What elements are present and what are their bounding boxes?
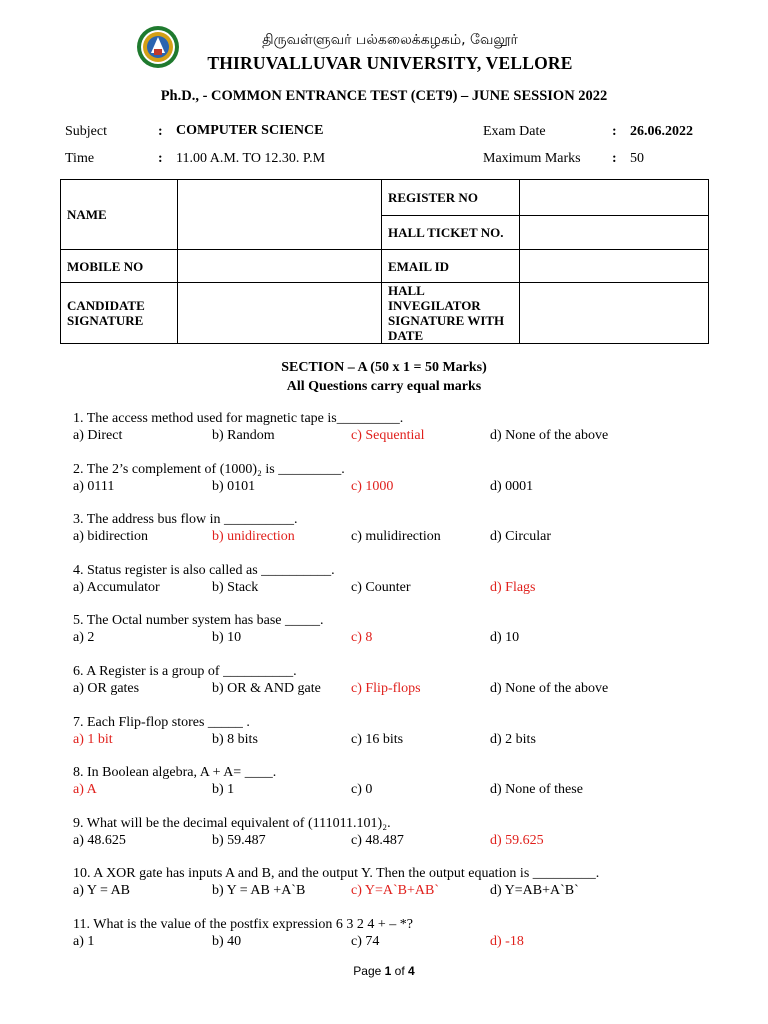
option: d) None of these xyxy=(490,782,583,797)
max-marks-colon: : xyxy=(612,151,617,166)
answer-option: a) A xyxy=(73,782,97,797)
option: d) Y=AB+A`B` xyxy=(490,883,579,898)
section-title: SECTION – A (50 x 1 = 50 Marks) xyxy=(281,360,487,375)
option: b) 10 xyxy=(212,630,242,645)
register-no-field[interactable] xyxy=(520,180,709,216)
option: a) OR gates xyxy=(73,681,140,696)
answer-option: d) Flags xyxy=(490,580,536,595)
option: a) bidirection xyxy=(73,529,149,544)
answer-option: b) unidirection xyxy=(212,529,295,544)
university-seal-logo xyxy=(136,25,180,69)
answer-option: c) Flip-flops xyxy=(351,681,421,696)
answer-option: c) Y=A`B+AB` xyxy=(351,883,439,898)
candidate-signature-label xyxy=(61,283,178,344)
answer-option: c) 8 xyxy=(351,630,373,645)
option: a) 48.625 xyxy=(73,833,126,848)
subject-colon: : xyxy=(158,124,163,139)
question-text: 10. A XOR gate has inputs A and B, and the output Y. Then the output equation is _________. xyxy=(73,866,600,881)
option: a) 1 xyxy=(73,934,95,949)
question-text: 5. The Octal number system has base _____. xyxy=(73,613,324,628)
invigilator-line2: INVEGILATOR xyxy=(387,298,481,313)
email-id-field[interactable] xyxy=(520,250,709,283)
option: b) Y = AB +A`B xyxy=(212,883,306,898)
subject-label: Subject xyxy=(65,124,107,139)
question-text: 1. The access method used for magnetic tape is_________. xyxy=(73,411,404,426)
option: d) None of the above xyxy=(490,428,609,443)
option: a) Direct xyxy=(73,428,123,443)
answer-option: c) Sequential xyxy=(351,428,425,443)
option: b) 0101 xyxy=(212,479,256,494)
question-text: 3. The address bus flow in __________. xyxy=(73,512,298,527)
exam-date-label: Exam Date xyxy=(483,124,546,139)
answer-option: a) 1 bit xyxy=(73,732,113,747)
option: b) Stack xyxy=(212,580,259,595)
option: b) Random xyxy=(212,428,275,443)
candidate-signature-line2: SIGNATURE xyxy=(67,313,144,328)
hall-ticket-label: HALL TICKET NO. xyxy=(381,216,519,250)
email-id-label: EMAIL ID xyxy=(381,250,519,283)
university-name-english: THIRUVALLUVAR UNIVERSITY, VELLORE xyxy=(207,53,573,73)
name-label: NAME xyxy=(61,180,178,250)
candidate-info-table xyxy=(60,179,709,344)
invigilator-line3: SIGNATURE WITH xyxy=(387,313,505,328)
exam-date-colon: : xyxy=(612,124,617,139)
invigilator-line4: DATE xyxy=(387,328,424,343)
invigilator-signature-label xyxy=(381,283,519,344)
max-marks-label: Maximum Marks xyxy=(483,151,581,166)
hall-ticket-field[interactable] xyxy=(520,216,709,250)
page-number: 1 xyxy=(384,964,392,978)
option: c) 74 xyxy=(351,934,380,949)
time-value: 11.00 A.M. TO 12.30. P.M xyxy=(176,151,326,166)
university-name-tamil: திருவள்ளுவர் பல்கலைக்கழகம், வேலூர் xyxy=(262,32,518,48)
section-subtitle: All Questions carry equal marks xyxy=(286,379,482,394)
option: b) 59.487 xyxy=(212,833,266,848)
question-text: 6. A Register is a group of __________. xyxy=(73,664,297,679)
option: d) None of the above xyxy=(490,681,609,696)
option: a) Y = AB xyxy=(73,883,131,898)
question-text: 9. What will be the decimal equivalent of (111011.101)₂. xyxy=(73,816,391,831)
time-label: Time xyxy=(65,151,95,166)
max-marks-value: 50 xyxy=(630,151,644,166)
answer-option: d) 59.625 xyxy=(490,833,544,848)
question-text: 8. In Boolean algebra, A + A= ____. xyxy=(73,765,277,780)
time-colon: : xyxy=(158,151,163,166)
question-text: 11. What is the value of the postfix expression 6 3 2 4 + – *? xyxy=(73,917,413,932)
question-text: 2. The 2’s complement of (1000)₂ is _________. xyxy=(73,462,345,477)
option: c) Counter xyxy=(351,580,411,595)
mobile-no-label: MOBILE NO xyxy=(61,250,178,283)
option: b) OR & AND gate xyxy=(212,681,321,696)
candidate-signature-field[interactable] xyxy=(178,283,382,344)
option: d) Circular xyxy=(490,529,552,544)
option: c) 16 bits xyxy=(351,732,404,747)
option: a) 0111 xyxy=(73,479,115,494)
invigilator-signature-field[interactable] xyxy=(520,283,709,344)
question-text: 4. Status register is also called as __________. xyxy=(73,563,335,578)
register-no-label: REGISTER NO xyxy=(381,180,519,216)
option: a) Accumulator xyxy=(73,580,160,595)
answer-option: d) -18 xyxy=(490,934,524,949)
mobile-no-field[interactable] xyxy=(178,250,382,283)
option: a) 2 xyxy=(73,630,95,645)
option: c) 0 xyxy=(351,782,373,797)
answer-option: c) 1000 xyxy=(351,479,394,494)
option: b) 8 bits xyxy=(212,732,258,747)
page-total: 4 xyxy=(408,964,415,978)
exam-title: Ph.D., - COMMON ENTRANCE TEST (CET9) – JUNE SESSION 2022 xyxy=(160,88,608,104)
of-word: of xyxy=(394,964,405,978)
question-text: 7. Each Flip-flop stores _____ . xyxy=(73,715,250,730)
page-footer xyxy=(0,964,768,978)
option: d) 2 bits xyxy=(490,732,536,747)
option: d) 0001 xyxy=(490,479,534,494)
subject-value: COMPUTER SCIENCE xyxy=(176,123,324,138)
option: b) 1 xyxy=(212,782,235,797)
exam-date-value: 26.06.2022 xyxy=(630,124,693,139)
page-word: Page xyxy=(353,964,382,978)
option: d) 10 xyxy=(490,630,520,645)
invigilator-line1: HALL xyxy=(387,283,425,298)
name-field[interactable] xyxy=(178,180,382,250)
option: b) 40 xyxy=(212,934,242,949)
candidate-signature-line1: CANDIDATE xyxy=(67,298,145,313)
option: c) 48.487 xyxy=(351,833,404,848)
option: c) mulidirection xyxy=(351,529,441,544)
